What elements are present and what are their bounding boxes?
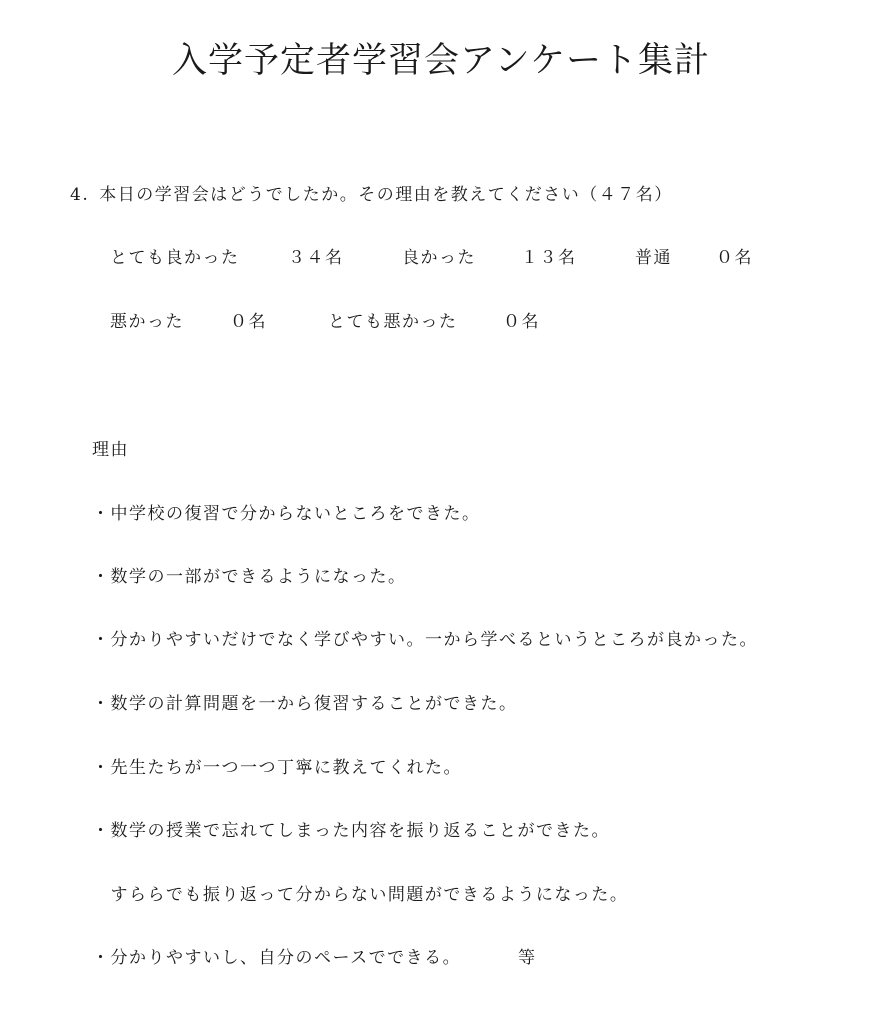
reason-item-last (92, 946, 552, 970)
reason-item: ・数学の授業で忘れてしまった内容を振り返ることができた。 (92, 821, 610, 841)
question-text: 本日の学習会はどうでしたか。その理由を教えてください（４７名） (99, 185, 673, 205)
reason-item: ・中学校の復習で分からないところをできた。 (92, 504, 481, 524)
reason-item: ・数学の一部ができるようになった。 (92, 567, 407, 587)
rating-count-bad: ０名 (230, 312, 267, 332)
ratings-row-2 (110, 310, 710, 334)
ratings-row-1 (110, 246, 810, 270)
rating-count-average: ０名 (716, 248, 753, 268)
reason-item: ・先生たちが一つ一つ丁寧に教えてくれた。 (92, 758, 462, 778)
rating-count-very-good: ３４名 (288, 248, 344, 268)
rating-label-very-bad: とても悪かった (328, 312, 458, 332)
rating-label-good: 良かった (402, 248, 476, 268)
reason-item: ・分かりやすいし、自分のペースでできる。 (92, 948, 462, 968)
question-number: 4. (70, 185, 90, 205)
reasons-suffix: 等 (518, 948, 537, 968)
rating-label-bad: 悪かった (110, 312, 184, 332)
rating-label-very-good: とても良かった (110, 248, 240, 268)
reason-item: ・数学の計算問題を一から復習することができた。 (92, 694, 518, 714)
question-line (70, 183, 673, 207)
rating-count-good: １３名 (521, 248, 577, 268)
page-title: 入学予定者学習会アンケート集計 (172, 41, 710, 81)
reason-item: ・分かりやすいだけでなく学びやすい。一から学べるというところが良かった。 (92, 630, 758, 650)
reasons-heading: 理由 (92, 440, 129, 460)
rating-label-average: 普通 (635, 248, 672, 268)
reason-item-continuation: すららでも振り返って分からない問題ができるようになった。 (92, 885, 629, 905)
rating-count-very-bad: ０名 (503, 312, 540, 332)
